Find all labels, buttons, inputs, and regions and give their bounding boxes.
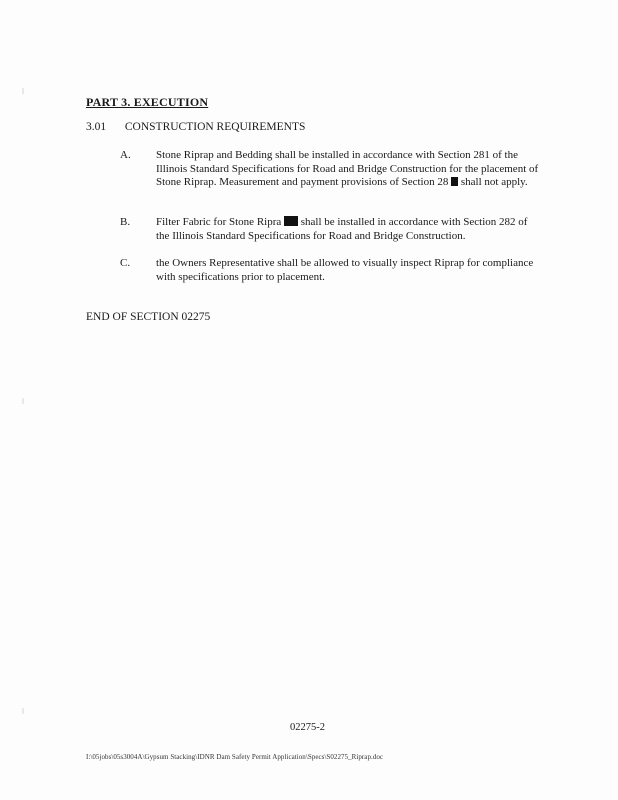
item-text (156, 216, 540, 243)
list-item (120, 216, 540, 246)
part-heading: PART 3. EXECUTION (86, 95, 209, 109)
redaction-mark (451, 177, 458, 186)
section-heading (86, 121, 305, 133)
item-letter: B. (120, 216, 131, 228)
redaction-mark (284, 216, 298, 226)
section-number: 3.01 (86, 121, 107, 133)
item-text-part: Filter Fabric for Stone Ripra (156, 216, 282, 228)
item-text (156, 149, 540, 190)
list-item (120, 257, 540, 287)
end-of-section: END OF SECTION 02275 (86, 311, 211, 323)
item-text-part: Stone Riprap and Bedding shall be installed in accordance with Section 281 of the Illinois Standard Specifications for Road and Bridge Construction for the placement of Stone Riprap. Measurement and payment provisions of Section 28 (156, 149, 539, 188)
section-title: CONSTRUCTION REQUIREMENTS (124, 121, 306, 133)
item-text-part: shall be installed in accordance with Section 282 of the Illinois Standard Specifications for Road and Bridge Construction. (156, 216, 528, 242)
scan-artifact (22, 708, 24, 714)
item-text: the Owners Representative shall be allowed to visually inspect Riprap for compliance with specifications prior to placement. (156, 257, 534, 283)
scan-artifact (22, 398, 24, 404)
item-letter: C. (120, 257, 131, 269)
list-item (120, 149, 540, 205)
page-number: 02275-2 (290, 722, 325, 733)
file-path-footer: I:\05jobs\05s3004A\Gypsum Stacking\IDNR Dam Safety Permit Application\Specs\S02275_Riprap.doc (86, 753, 384, 761)
scan-artifact (22, 88, 24, 94)
item-text-part: shall not apply. (460, 176, 528, 188)
item-letter: A. (120, 149, 131, 161)
